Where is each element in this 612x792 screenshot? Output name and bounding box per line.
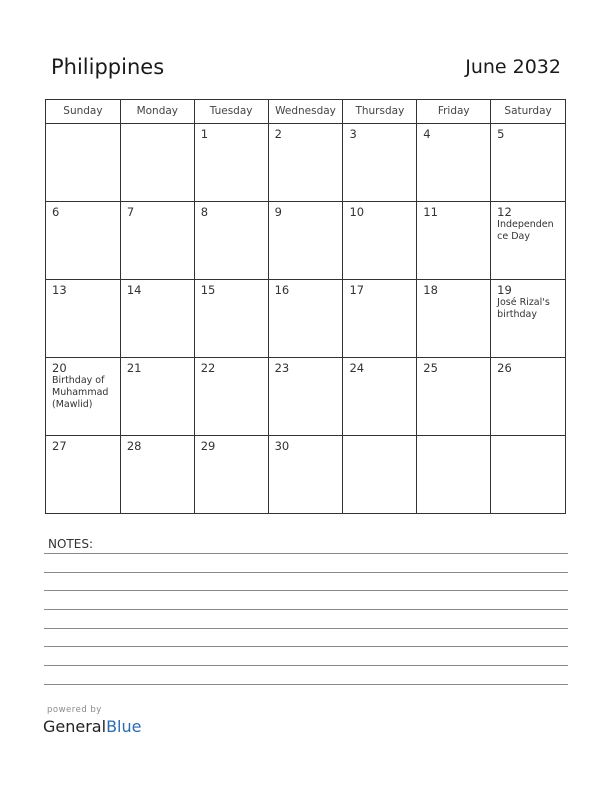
day-cell xyxy=(343,202,417,280)
day-number: 7 xyxy=(126,205,135,219)
day-cell xyxy=(343,436,417,514)
week-row xyxy=(46,124,566,202)
day-number: 12 xyxy=(497,205,512,219)
day-number: 19 xyxy=(497,283,512,297)
day-cell xyxy=(46,358,121,436)
day-cell xyxy=(46,280,121,358)
weekday-tuesday: Tuesday xyxy=(195,100,269,124)
day-cell xyxy=(121,124,195,202)
day-number: 8 xyxy=(200,205,209,219)
day-number: 24 xyxy=(349,361,365,375)
day-number: 15 xyxy=(200,283,216,297)
holiday-label: José Rizal's birthday xyxy=(497,297,550,320)
weekday-saturday: Saturday xyxy=(491,100,566,124)
month-year-title: June 2032 xyxy=(465,56,561,78)
day-cell xyxy=(121,436,195,514)
day-number: 4 xyxy=(423,127,431,141)
week-row xyxy=(46,436,566,514)
calendar-grid xyxy=(45,99,566,514)
day-cell xyxy=(46,202,121,280)
brand-blue: Blue xyxy=(106,717,142,736)
day-cell xyxy=(417,358,491,436)
day-cell xyxy=(343,280,417,358)
notes-line xyxy=(44,665,568,666)
notes-line xyxy=(44,572,568,573)
brand-general: General xyxy=(43,717,107,736)
day-cell xyxy=(491,436,566,514)
day-number: 3 xyxy=(349,127,357,141)
day-cell xyxy=(491,280,566,358)
day-cell xyxy=(269,436,344,514)
day-cell xyxy=(343,358,417,436)
day-cell xyxy=(195,280,269,358)
day-number: 16 xyxy=(274,283,290,297)
weekday-sunday: Sunday xyxy=(46,100,121,124)
notes-line xyxy=(44,590,568,591)
week-row xyxy=(46,358,566,436)
day-cell xyxy=(269,358,344,436)
day-cell xyxy=(46,436,121,514)
day-cell xyxy=(491,202,566,280)
day-number: 26 xyxy=(497,361,512,375)
country-title: Philippines xyxy=(51,55,165,79)
brand-logo xyxy=(43,717,141,736)
weekday-header-row xyxy=(46,100,566,124)
holiday-label: Independen ce Day xyxy=(497,219,554,242)
notes-line xyxy=(44,628,568,629)
day-cell xyxy=(269,124,344,202)
day-number: 28 xyxy=(126,439,142,453)
day-cell xyxy=(417,124,491,202)
day-cell xyxy=(121,280,195,358)
day-cell xyxy=(121,358,195,436)
day-cell xyxy=(195,358,269,436)
weekday-wednesday: Wednesday xyxy=(269,100,344,124)
powered-by-text: powered by xyxy=(47,705,102,715)
day-cell xyxy=(121,202,195,280)
day-number: 30 xyxy=(274,439,290,453)
notes-label: NOTES: xyxy=(48,537,93,551)
day-cell xyxy=(343,124,417,202)
weekday-friday: Friday xyxy=(417,100,491,124)
day-cell xyxy=(417,202,491,280)
day-cell xyxy=(269,202,344,280)
day-number: 2 xyxy=(274,127,282,141)
notes-line xyxy=(44,553,568,554)
day-cell xyxy=(195,436,269,514)
day-cell xyxy=(46,124,121,202)
calendar-weeks xyxy=(46,124,566,514)
holiday-label: Birthday of Muhammad (Mawlid) xyxy=(52,375,109,410)
weekday-thursday: Thursday xyxy=(343,100,417,124)
day-cell xyxy=(195,124,269,202)
day-number: 13 xyxy=(52,283,67,297)
day-number: 20 xyxy=(52,361,67,375)
notes-line xyxy=(44,646,568,647)
day-cell xyxy=(417,436,491,514)
day-number: 29 xyxy=(200,439,216,453)
notes-line xyxy=(44,609,568,610)
week-row xyxy=(46,202,566,280)
day-number: 17 xyxy=(349,283,365,297)
day-number: 11 xyxy=(423,205,438,219)
day-cell xyxy=(417,280,491,358)
day-number: 10 xyxy=(349,205,365,219)
day-cell xyxy=(491,358,566,436)
day-number: 18 xyxy=(423,283,438,297)
week-row xyxy=(46,280,566,358)
day-number: 23 xyxy=(274,361,290,375)
day-number: 22 xyxy=(200,361,216,375)
day-number: 21 xyxy=(126,361,142,375)
day-number: 5 xyxy=(497,127,505,141)
notes-line xyxy=(44,684,568,685)
day-number: 1 xyxy=(200,127,209,141)
day-number: 6 xyxy=(52,205,60,219)
day-number: 14 xyxy=(126,283,142,297)
day-cell xyxy=(269,280,344,358)
day-number: 9 xyxy=(274,205,282,219)
weekday-monday: Monday xyxy=(121,100,195,124)
day-number: 27 xyxy=(52,439,67,453)
day-number: 25 xyxy=(423,361,438,375)
day-cell xyxy=(491,124,566,202)
day-cell xyxy=(195,202,269,280)
